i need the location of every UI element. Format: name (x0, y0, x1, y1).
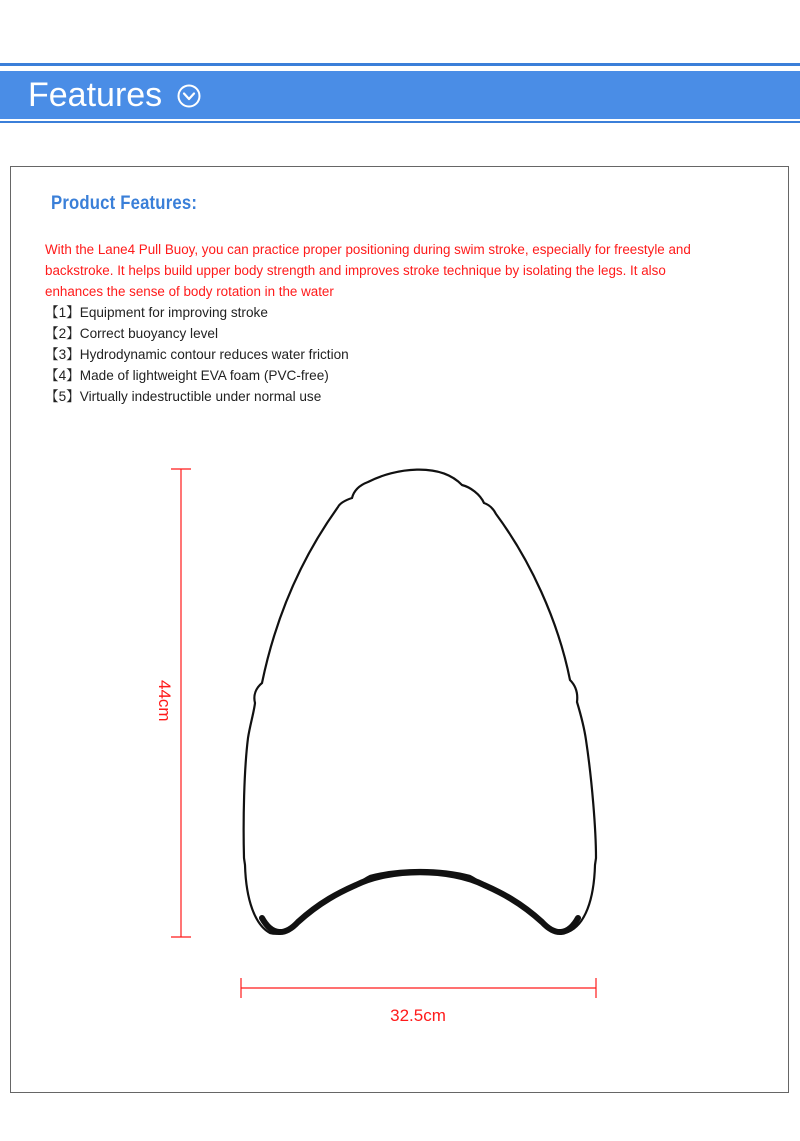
features-banner (0, 71, 800, 119)
feature-number: 【4】 (45, 368, 80, 383)
feature-text: Correct buoyancy level (79, 326, 219, 341)
list-item (45, 302, 349, 323)
feature-list (45, 302, 349, 407)
list-item (45, 323, 349, 344)
intro-paragraph: With the Lane4 Pull Buoy, you can practice proper positioning during swim stroke, especially for freestyle and backstroke. It helps build upper body strength and improves stroke technique by isolating the legs. It also enhances the sense of body rotation in the water (45, 242, 691, 299)
list-item (45, 365, 349, 386)
width-label: 32.5cm (390, 1006, 446, 1025)
feature-text: Equipment for improving stroke (79, 305, 268, 320)
height-label: 44cm (155, 680, 174, 722)
section-title: Product Features: (51, 193, 198, 214)
feature-text: Virtually indestructible under normal use (79, 389, 322, 404)
pull-buoy-diagram (0, 440, 800, 1060)
feature-text: Made of lightweight EVA foam (PVC-free) (79, 368, 329, 383)
feature-number: 【5】 (45, 389, 80, 404)
banner-top-line (0, 63, 800, 66)
height-dimension-line (171, 469, 191, 937)
list-item (45, 344, 349, 365)
width-dimension-line (241, 978, 596, 998)
feature-text: Hydrodynamic contour reduces water friction (79, 347, 349, 362)
feature-number: 【2】 (45, 326, 80, 341)
chevron-down-circle-icon (177, 84, 201, 108)
pull-buoy-outline (244, 470, 596, 934)
banner-title: Features (28, 76, 163, 114)
feature-number: 【3】 (45, 347, 80, 362)
banner-bottom-line (0, 121, 800, 123)
feature-number: 【1】 (45, 305, 80, 320)
list-item (45, 386, 349, 407)
